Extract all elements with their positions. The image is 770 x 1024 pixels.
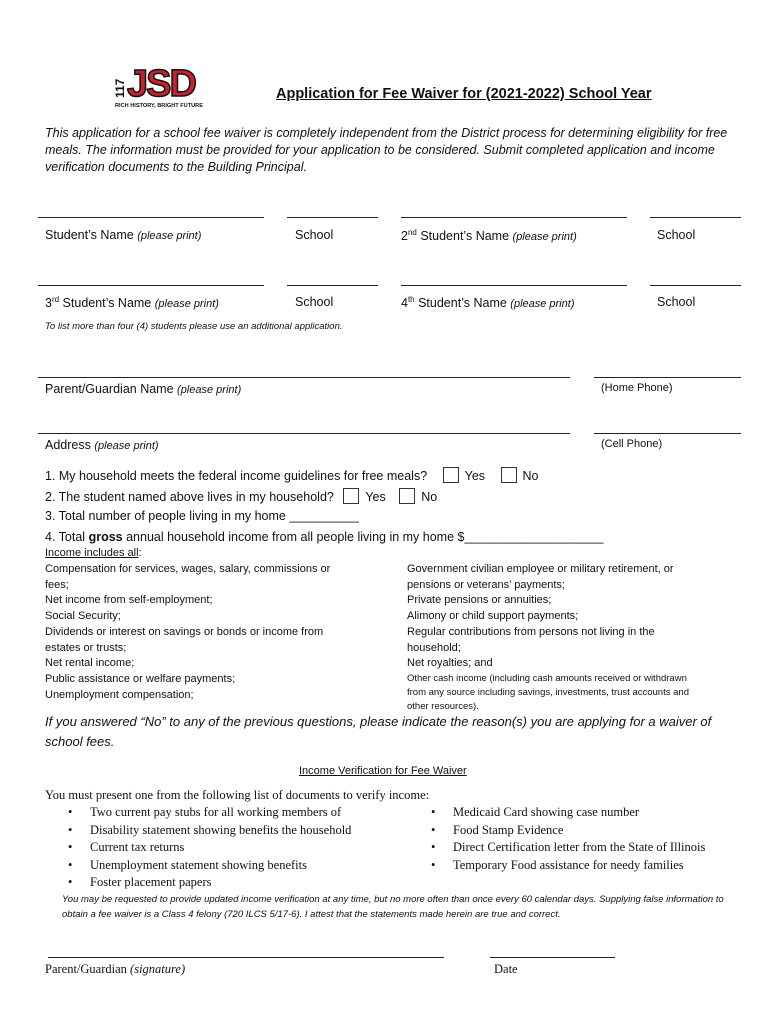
cell-phone-line[interactable] bbox=[594, 433, 741, 434]
question-4[interactable]: 4. Total gross annual household income from all people living in my home $____________________ bbox=[45, 530, 604, 544]
list-item: • Disability statement showing benefits the household bbox=[62, 822, 351, 840]
income-item: household; bbox=[407, 641, 461, 654]
home-phone-label: (Home Phone) bbox=[601, 382, 673, 394]
student1-school-label: School bbox=[295, 228, 334, 242]
student2-school-line[interactable] bbox=[650, 217, 741, 218]
student4-name-line[interactable] bbox=[401, 285, 627, 286]
logo-letters: JSD bbox=[127, 63, 195, 105]
student1-school-line[interactable] bbox=[287, 217, 378, 218]
q2-yes-checkbox[interactable] bbox=[343, 488, 359, 504]
q2-no-checkbox[interactable] bbox=[399, 488, 415, 504]
list-item: • Two current pay stubs for all working members of bbox=[62, 804, 351, 822]
address-line[interactable] bbox=[38, 433, 570, 434]
student1-name-line[interactable] bbox=[38, 217, 264, 218]
verification-left-list bbox=[62, 804, 351, 892]
list-item: • Foster placement papers bbox=[62, 874, 351, 892]
income-item: Other cash income (including cash amounts received or withdrawn bbox=[407, 672, 687, 684]
home-phone-line[interactable] bbox=[594, 377, 741, 378]
income-item: Net income from self-employment; bbox=[45, 594, 213, 607]
date-label: Date bbox=[494, 962, 518, 976]
question-3[interactable]: 3. Total number of people living in my home __________ bbox=[45, 509, 359, 523]
list-item: • Medicaid Card showing case number bbox=[425, 804, 705, 822]
verification-intro: You must present one from the following list of documents to verify income: bbox=[45, 788, 430, 802]
list-item: • Temporary Food assistance for needy families bbox=[425, 857, 705, 875]
student3-label: 3rd Student’s Name (please print) bbox=[45, 295, 219, 311]
income-right-list bbox=[407, 562, 689, 714]
question-2: 2. The student named above lives in my household? Yes No bbox=[45, 490, 438, 504]
student3-school-line[interactable] bbox=[287, 285, 378, 286]
student4-school-line[interactable] bbox=[650, 285, 741, 286]
parent-name-label: Parent/Guardian Name (please print) bbox=[45, 382, 242, 396]
student4-label: 4th Student’s Name (please print) bbox=[401, 295, 575, 311]
income-item: estates or trusts; bbox=[45, 641, 127, 654]
list-item: • Unemployment statement showing benefits bbox=[62, 857, 351, 875]
verification-title: Income Verification for Fee Waiver bbox=[299, 765, 467, 777]
income-heading: Income includes all: bbox=[45, 547, 142, 559]
form-title: Application for Fee Waiver for (2021-2022) School Year bbox=[276, 86, 652, 102]
address-label: Address (please print) bbox=[45, 438, 159, 452]
income-item: Alimony or child support payments; bbox=[407, 610, 579, 623]
income-item: Dividends or interest on savings or bonds or income from bbox=[45, 625, 324, 638]
parent-name-line[interactable] bbox=[38, 377, 570, 378]
verification-right-list bbox=[425, 804, 705, 874]
list-item: • Current tax returns bbox=[62, 839, 351, 857]
question-1: 1. My household meets the federal income guidelines for free meals? Yes No bbox=[45, 469, 539, 483]
q1-yes-checkbox[interactable] bbox=[443, 467, 459, 483]
income-item: Government civilian employee or military retirement, or bbox=[407, 563, 674, 575]
income-item: fees; bbox=[45, 578, 69, 591]
income-left-list bbox=[45, 562, 330, 703]
student4-school-label: School bbox=[657, 295, 696, 309]
income-item: pensions or veterans’ payments; bbox=[407, 578, 565, 591]
income-item: Unemployment compensation; bbox=[45, 688, 194, 701]
income-item: Private pensions or annuities; bbox=[407, 594, 552, 607]
form-intro: This application for a school fee waiver is completely independent from the District process for determining eligibility for free meals. The information must be provided for your application to be considered. Submit completed application and income verification documents to the Building Principal. bbox=[45, 126, 728, 174]
income-item: other resources). bbox=[407, 700, 479, 712]
income-item: Social Security; bbox=[45, 610, 121, 623]
date-line[interactable] bbox=[490, 957, 615, 958]
list-item: • Food Stamp Evidence bbox=[425, 822, 705, 840]
district-logo bbox=[112, 58, 204, 110]
cell-phone-label: (Cell Phone) bbox=[601, 438, 663, 450]
income-item: Public assistance or welfare payments; bbox=[45, 672, 236, 685]
signature-line[interactable] bbox=[48, 957, 444, 958]
student3-school-label: School bbox=[295, 295, 334, 309]
student2-school-label: School bbox=[657, 228, 696, 242]
additional-students-note: To list more than four (4) students please use an additional application. bbox=[45, 321, 343, 332]
income-item: Net royalties; and bbox=[407, 657, 493, 670]
reason-prompt: If you answered “No” to any of the previous questions, please indicate the reason(s) you are applying for a waiver of school fees. bbox=[45, 714, 712, 749]
income-item: Net rental income; bbox=[45, 657, 135, 670]
income-item: Regular contributions from persons not living in the bbox=[407, 625, 655, 638]
student3-name-line[interactable] bbox=[38, 285, 264, 286]
student2-label: 2nd Student’s Name (please print) bbox=[401, 228, 577, 244]
signature-label: Parent/Guardian (signature) bbox=[45, 962, 186, 976]
student1-label: Student’s Name (please print) bbox=[45, 228, 202, 242]
fine-print: You may be requested to provide updated income verification at any time, but no more often than once every 60 calendar days. Supplying false information to obtain a fee waiver is a Class 4 felony (720 ILCS 5/17-6). I attest that the statements made herein are true and correct. bbox=[62, 894, 724, 920]
q1-no-checkbox[interactable] bbox=[501, 467, 517, 483]
income-item: from any source including savings, investments, trust accounts and bbox=[407, 686, 689, 698]
list-item: • Direct Certification letter from the State of Illinois bbox=[425, 839, 705, 857]
logo-number: 117 bbox=[113, 78, 127, 98]
student2-name-line[interactable] bbox=[401, 217, 627, 218]
income-item: Compensation for services, wages, salary, commissions or bbox=[45, 563, 331, 575]
logo-tagline: RICH HISTORY, BRIGHT FUTURE bbox=[115, 103, 203, 109]
